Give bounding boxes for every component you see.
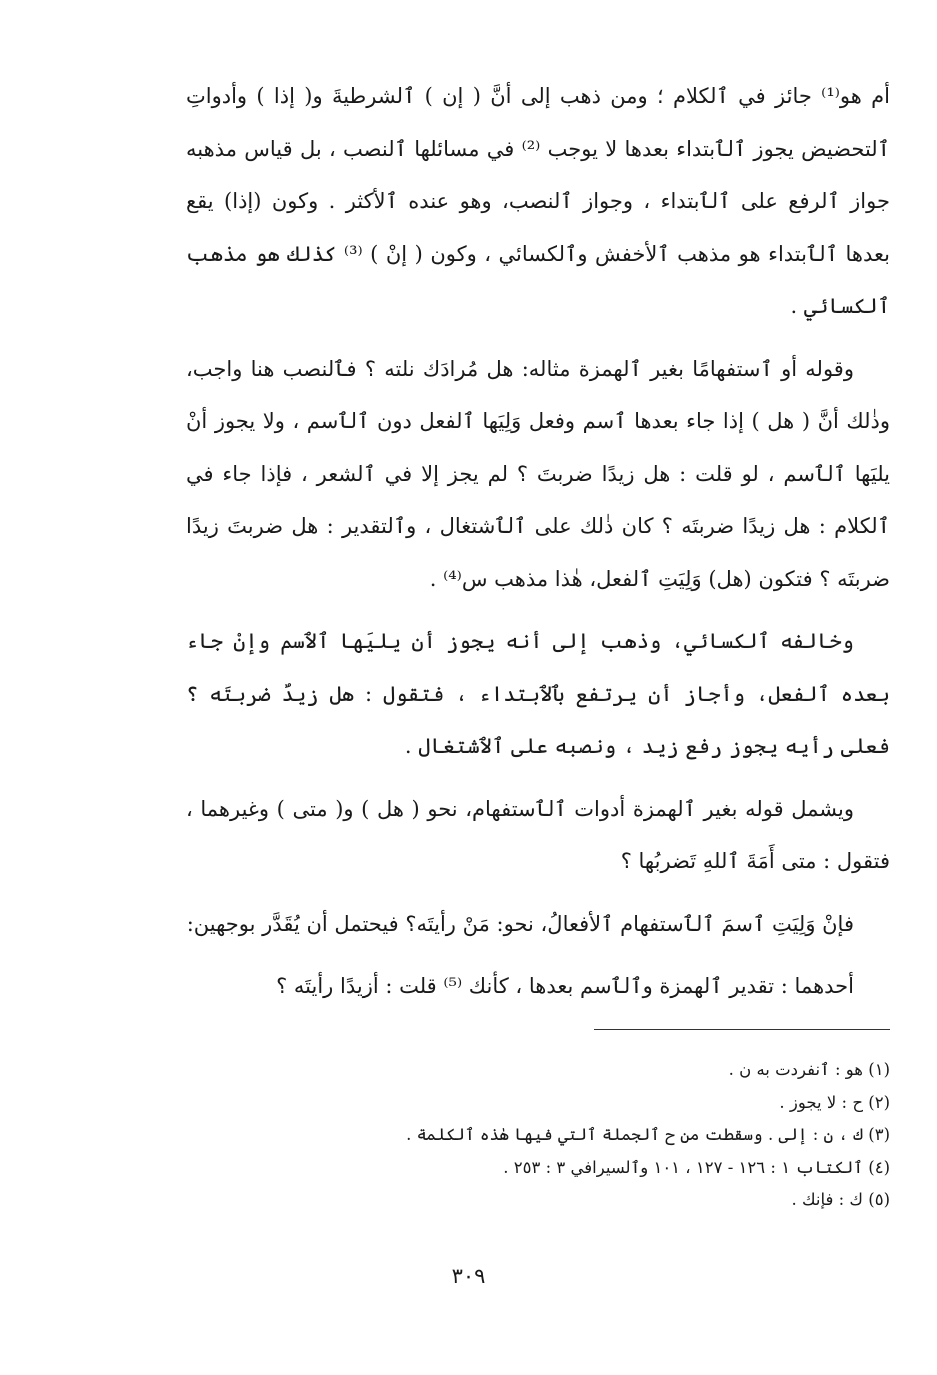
footnote-separator — [594, 1029, 890, 1030]
footnote-3: (٣) ك ، ن : إلى . وسقطت من ح ٱلجملة ٱلتي فيها هٰذه ٱلكلمة . — [406, 1125, 890, 1144]
line: أم هو⁽¹⁾ جائز في ٱلكلام ؛ ومن ذهب إلى أنَّ ( إن ) ٱلشرطيةَ و( إذا ) وأدواتِ — [186, 84, 890, 108]
paragraph-2 — [186, 343, 890, 606]
line: يقع بعدها ٱلٱبتداء هو مذهب ٱلأخفش وٱلكسائي ، وكون ( إنْ ) ⁽³⁾ كذٰلك هو — [186, 189, 890, 266]
footnotes — [186, 1054, 890, 1217]
body-text — [186, 70, 890, 1013]
line: ٱلتحضيض يجوز ٱلٱبتداء بعدها لا يوجب ⁽²⁾ في مسائلها ٱلنصب ، بل قياس — [244, 136, 890, 161]
line: وقوله أو ٱستفهامًا بغير ٱلهمزة مثاله: هل مُرادَك نلته ؟ فٱلنصب هنا واجب، — [186, 356, 854, 381]
line: ويشمل قوله بغير ٱلهمزة أدوات ٱلٱستفهام، نحو ( هل ) و( متى ) وغيرهما ، — [186, 796, 854, 821]
line: مذهبه جواز ٱلرفع على ٱلٱبتداء ، وجواز ٱلنصب، وهو عنده ٱلأكثر . وكون (إذا) — [186, 136, 890, 213]
line: فإنْ وَلِيَتِ ٱسمَ ٱلٱستفهام ٱلأفعالُ، نحو: مَنْ رأيتَه؟ فيحتمل أن يُقَدَّر — [262, 911, 854, 936]
line: فتقول : متى أَمَةَ ٱللهِ تَضربُها ؟ — [620, 849, 890, 873]
line: بوجهين: — [186, 911, 256, 936]
line: وخالفه ٱلكسائي، وذهب إلى أنه يجوز أن يليَها ٱلٱسم وإنْ جاء بعده ٱلفعل، — [186, 629, 891, 706]
page-number: ٣٠٩ — [451, 1264, 486, 1288]
line: ضربتَه ؟ فتكون (هل) وَلِيَتِ ٱلفعل، هٰذا مذهب س⁽⁴⁾ . — [429, 566, 890, 591]
line: وذٰلك أنَّ ( هل ) إذا جاء بعدها ٱسم وفعل وَلِيَها ٱلفعل دون ٱلٱسم ، ولا يجوز أنْ — [186, 409, 890, 433]
line: مذهب ٱلكسائي . — [186, 241, 890, 318]
line: ٱلكلام : هل زيدًا ضربتَه ؟ كان ذٰلك على ٱلٱشتغال ، وٱلتقدير : هل ضربتَ زيدًا — [186, 514, 890, 538]
paragraph-1 — [186, 70, 890, 333]
paragraph-4 — [186, 783, 890, 888]
footnote-5: (٥) ك : فإنك . — [791, 1190, 890, 1209]
footnote-1: (١) هو : ٱنفردت به ن . — [728, 1060, 890, 1079]
line: وأجاز أن يرتفع بٱلٱبتداء ، فتقول : هل زيدٌ ضربتَه ؟ فعلى رأيه يجوز رفع زيد ، — [186, 681, 890, 758]
line: أحدهما : تقدير ٱلهمزة وٱلٱسم بعدها ، كأنك ⁽⁵⁾ قلت : أزيدًا رأيتَه ؟ — [276, 974, 854, 998]
paragraph-6 — [186, 960, 890, 1013]
footnote-2: (٢) ح : لا يجوز . — [779, 1092, 890, 1112]
paragraph-3 — [186, 615, 890, 773]
line: ونصبه على ٱلٱشتغال . — [404, 734, 617, 758]
line: يليَها ٱلٱسم ، لو قلت : هل زيدًا ضربتَ ؟ لم يجز إلا في ٱلشعر ، فإذا جاء في — [186, 461, 890, 486]
footnote-4: (٤) ٱلكتاب ١ : ١٢٦ - ١٢٧ ، ١٠١ وٱلسيرافي ٣ : ٢٥٣ . — [503, 1157, 890, 1177]
paragraph-5 — [186, 898, 890, 951]
